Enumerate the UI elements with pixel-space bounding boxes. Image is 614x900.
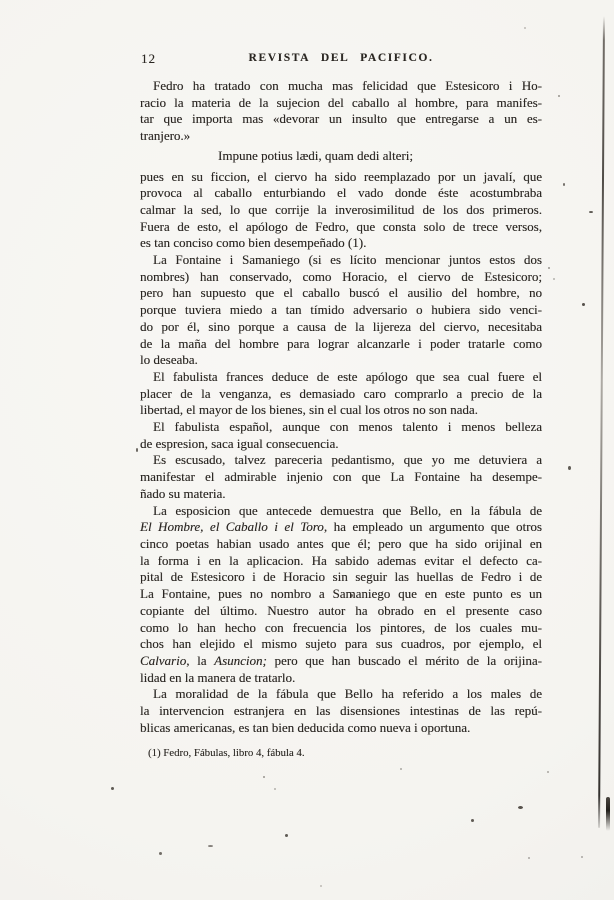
text-line: como lo han hecho con frecuencia los pintores, de los cuales mu-: [140, 619, 542, 635]
scan-edge-blob: [606, 797, 610, 831]
text-line: placer de la venganza, es demasiado caro comprarlo a precio de la: [140, 385, 542, 401]
page-body: [140, 78, 542, 736]
text-line: Fuera de esto, el apólogo de Fedro, que consta solo de trece versos,: [140, 218, 542, 234]
text-line: racio la materia de la sujecion del caballo al hombre, para manifes-: [140, 94, 542, 110]
journal-title: REVISTA DEL PACIFICO.: [248, 52, 434, 64]
paragraph: [140, 686, 542, 736]
text-line: nombres) han conservado, como Horacio, el ciervo de Estesicoro;: [140, 268, 542, 284]
text-line: la forma i en la aplicacion. Ha sabido ademas evitar el defecto ca-: [140, 552, 542, 568]
scan-speck: [159, 852, 162, 855]
text-line: Calvario, la Asuncion; pero que han buscado el mérito de la orijina-: [140, 652, 542, 668]
paragraph: [140, 452, 542, 502]
scan-speck: [582, 303, 585, 306]
text-line: El fabulista español, aunque con menos talento i menos belleza: [153, 419, 542, 435]
scan-speck: [553, 278, 555, 280]
text-line: pero han supuesto que el caballo buscó el ausilio del hombre, no: [140, 285, 542, 301]
scan-speck: [558, 95, 560, 97]
text-line: Fedro ha tratado con mucha mas felicidad que Estesicoro i Ho-: [153, 78, 542, 93]
text-line: blicas americanas, es tan bien deducida como nueva i oportuna.: [140, 719, 471, 735]
text-line: Impune potius lædi, quam dedi alteri;: [218, 147, 413, 163]
text-line: libertad, el mayor de los bienes, sin el cual los otros no son nada.: [140, 402, 478, 418]
footnote: (1) Fedro, Fábulas, libro 4, fábula 4.: [148, 747, 305, 760]
text-line: Es escusado, talvez pareceria pedantismo, que yo me detuviera a: [153, 452, 542, 468]
scan-speck: [524, 27, 526, 29]
text-line: chos han elejido el mismo sujeto para sus cuadros, por ejemplo, el: [140, 636, 542, 652]
text-line: la intervencion estranjera en las disensiones intestinas de las repú-: [140, 703, 542, 719]
scan-speck: [471, 819, 474, 822]
paragraph: [140, 169, 542, 253]
text-line: La esposicion que antecede demuestra que Bello, en la fábula de: [153, 502, 542, 518]
scan-speck: [581, 856, 583, 858]
text-line: copiante del último. Nuestro autor ha obrado en el presente caso: [140, 602, 542, 618]
scan-speck: [136, 448, 138, 452]
scan-speck: [111, 787, 114, 790]
text-line: tar que importa mas «devorar un insulto que entregarse a un es-: [140, 111, 542, 127]
scan-speck: [320, 885, 322, 887]
text-line: lo deseaba.: [140, 352, 198, 368]
scan-speck: [547, 771, 549, 773]
text-line: La moralidad de la fábula que Bello ha referido a los males de: [153, 686, 542, 702]
text-block: [140, 50, 542, 760]
page-number: 12: [141, 51, 156, 66]
text-line: es tan conciso como bien desempeñado (1).: [140, 235, 367, 251]
scan-speck: [589, 211, 593, 213]
text-line: lidad en la manera de tratarlo.: [140, 669, 296, 685]
paragraph: [140, 369, 542, 419]
text-line: porque tuviera miedo a tan tímido adversario o hubiera sido venci-: [140, 302, 542, 318]
scan-edge-line: [598, 16, 605, 828]
paragraph: [140, 252, 542, 369]
text-line: do por él, sino porque a causa de la lijereza del ciervo, necesitaba: [140, 318, 542, 334]
paragraph: [140, 503, 542, 687]
text-line: tranjero.»: [140, 128, 191, 144]
paragraph: [140, 419, 542, 452]
latin-quote: [218, 148, 542, 165]
text-line: cinco poetas habian usado antes que él; pero que ha sido orijinal en: [140, 535, 542, 551]
scan-speck: [518, 806, 523, 809]
scan-speck: [568, 466, 571, 470]
text-line: de espresion, saca igual consecuencia.: [140, 435, 339, 451]
scan-speck: [263, 776, 265, 778]
scan-speck: [208, 845, 213, 847]
scan-speck: [528, 857, 530, 859]
text-line: La Fontaine i Samaniego (si es lícito mencionar juntos estos dos: [153, 252, 542, 268]
text-line: ñado su materia.: [140, 485, 226, 501]
text-line: La Fontaine, pues no nombro a Samaniego que en este punto es un: [140, 586, 542, 602]
text-line: El Hombre, el Caballo i el Toro, ha empleado un argumento que otros: [140, 519, 542, 535]
scan-speck: [400, 768, 402, 770]
scan-speck: [563, 183, 565, 186]
scan-speck: [548, 267, 550, 269]
running-header: [140, 50, 542, 72]
scan-speck: [285, 834, 288, 837]
text-line: manifestar el admirable injenio con que La Fontaine ha desempe-: [140, 469, 542, 485]
text-line: El fabulista frances deduce de este apólogo que sea cual fuere el: [153, 368, 542, 384]
paragraph: [140, 78, 542, 145]
text-line: provoca al caballo enturbiando el vado donde éste acostumbraba: [140, 185, 542, 201]
text-line: calmar la sed, lo que corrije la inverosimilitud de los dos primeros.: [140, 201, 542, 217]
scan-speck: [274, 788, 276, 790]
text-line: pues en su ficcion, el ciervo ha sido reemplazado por un javalí, que: [140, 168, 542, 184]
text-line: de la maña del hombre para lograr alcanzarle i poder tratarle como: [140, 335, 542, 351]
text-line: pital de Estesicoro i de Horacio sin seguir las huellas de Fedro i de: [140, 569, 542, 585]
